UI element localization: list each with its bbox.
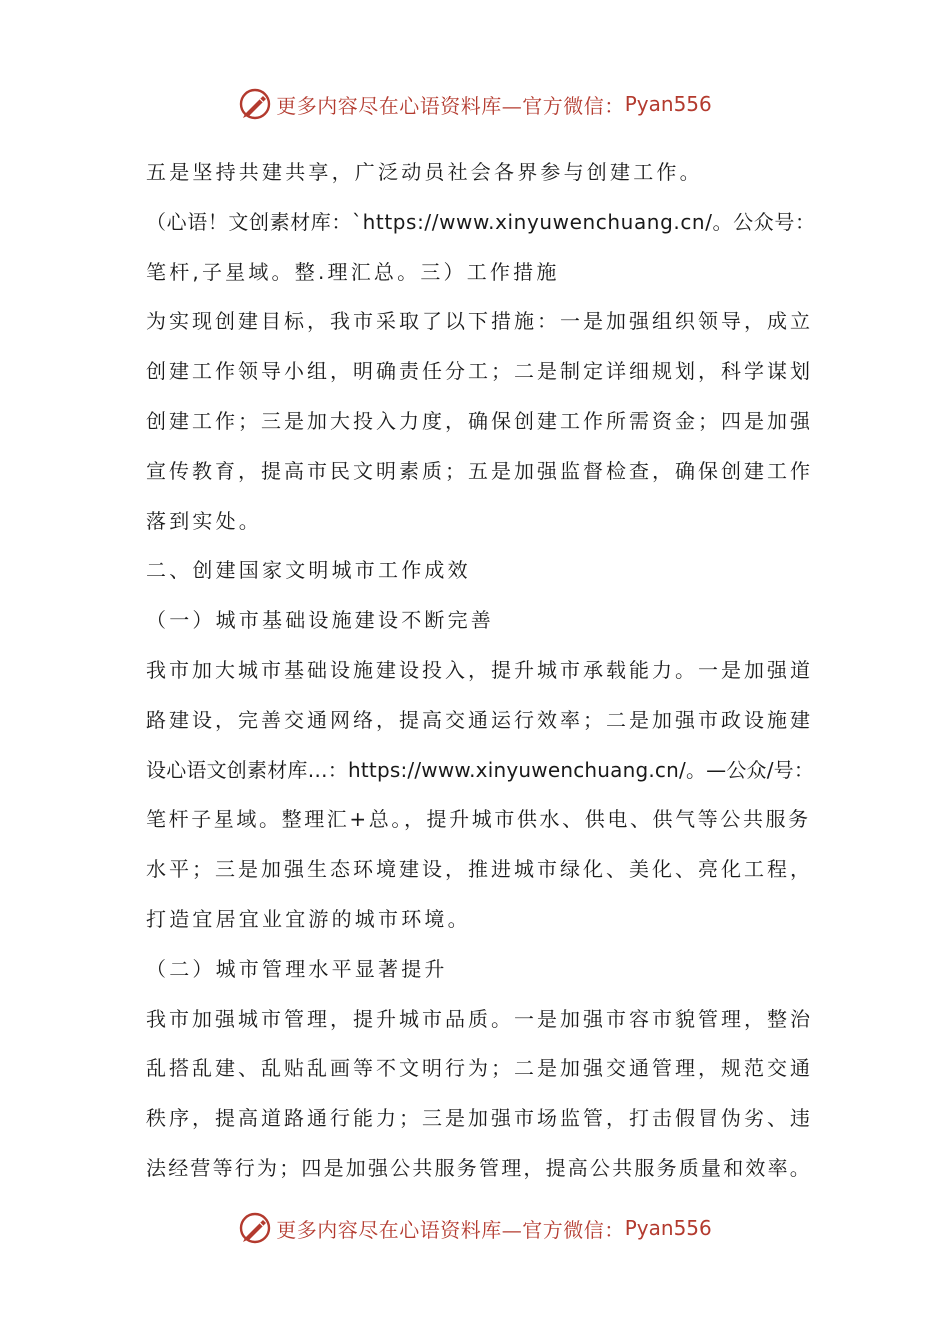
- banner-contact: Pyan556: [624, 1216, 712, 1240]
- text-line: 水平；三是加强生态环境建设，推进城市绿化、美化、亮化工程，: [146, 857, 813, 882]
- text-line: 创建工作；三是加大投入力度，确保创建工作所需资金；四是加强: [146, 408, 813, 433]
- text-line: 打造宜居宜业宜游的城市环境。: [146, 906, 471, 931]
- document-body: [146, 148, 816, 1194]
- text-line: 笔杆子星域。整理汇+总。，提升城市供水、供电、供气等公共服务: [146, 807, 811, 832]
- text-line: 路建设，完善交通网络，提高交通运行效率；二是加强市政设施建: [146, 707, 813, 732]
- header-watermark-banner: [0, 84, 950, 124]
- subsection-heading: （二）城市管理水平显著提升: [146, 956, 448, 981]
- subsection-heading: （一）城市基础设施建设不断完善: [146, 608, 494, 633]
- pen-logo-icon: [238, 1211, 272, 1245]
- text-line: 为实现创建目标，我市采取了以下措施：一是加强组织领导，成立: [146, 309, 813, 334]
- text-line: 秩序，提高道路通行能力；三是加强市场监管，打击假冒伪劣、违: [146, 1106, 813, 1131]
- text-line: （心语！文创素材库：`https://www.xinyuwenchuang.cn/。公众号：: [146, 209, 816, 234]
- section-heading: 二、创建国家文明城市工作成效: [146, 558, 471, 583]
- text-line: 我市加大城市基础设施建设投入，提升城市承载能力。一是加强道: [146, 657, 813, 682]
- pen-logo-icon: [238, 87, 272, 121]
- banner-text: 更多内容尽在心语资料库—官方微信：: [276, 93, 625, 118]
- text-line: 宣传教育，提高市民文明素质；五是加强监督检查，确保创建工作: [146, 458, 813, 483]
- text-line: 法经营等行为；四是加强公共服务管理，提高公共服务质量和效率。: [146, 1155, 812, 1180]
- text-line: 乱搭乱建、乱贴乱画等不文明行为；二是加强交通管理，规范交通: [146, 1056, 813, 1081]
- banner-text: 更多内容尽在心语资料库—官方微信：: [276, 1217, 625, 1242]
- footer-watermark-banner: [0, 1208, 950, 1248]
- text-line: 落到实处。: [146, 508, 262, 533]
- text-line: 笔杆,子星域。整.理汇总。三）工作措施: [146, 259, 560, 284]
- text-line: 创建工作领导小组，明确责任分工；二是制定详细规划，科学谋划: [146, 359, 813, 384]
- text-line: 我市加强城市管理，提升城市品质。一是加强市容市貌管理，整治: [146, 1006, 813, 1031]
- text-line: 五是坚持共建共享，广泛动员社会各界参与创建工作。: [146, 160, 703, 184]
- text-line: 设心语文创素材库…：https://www.xinyuwenchuang.cn/。—公众/号：: [146, 757, 815, 782]
- banner-contact: Pyan556: [624, 92, 712, 116]
